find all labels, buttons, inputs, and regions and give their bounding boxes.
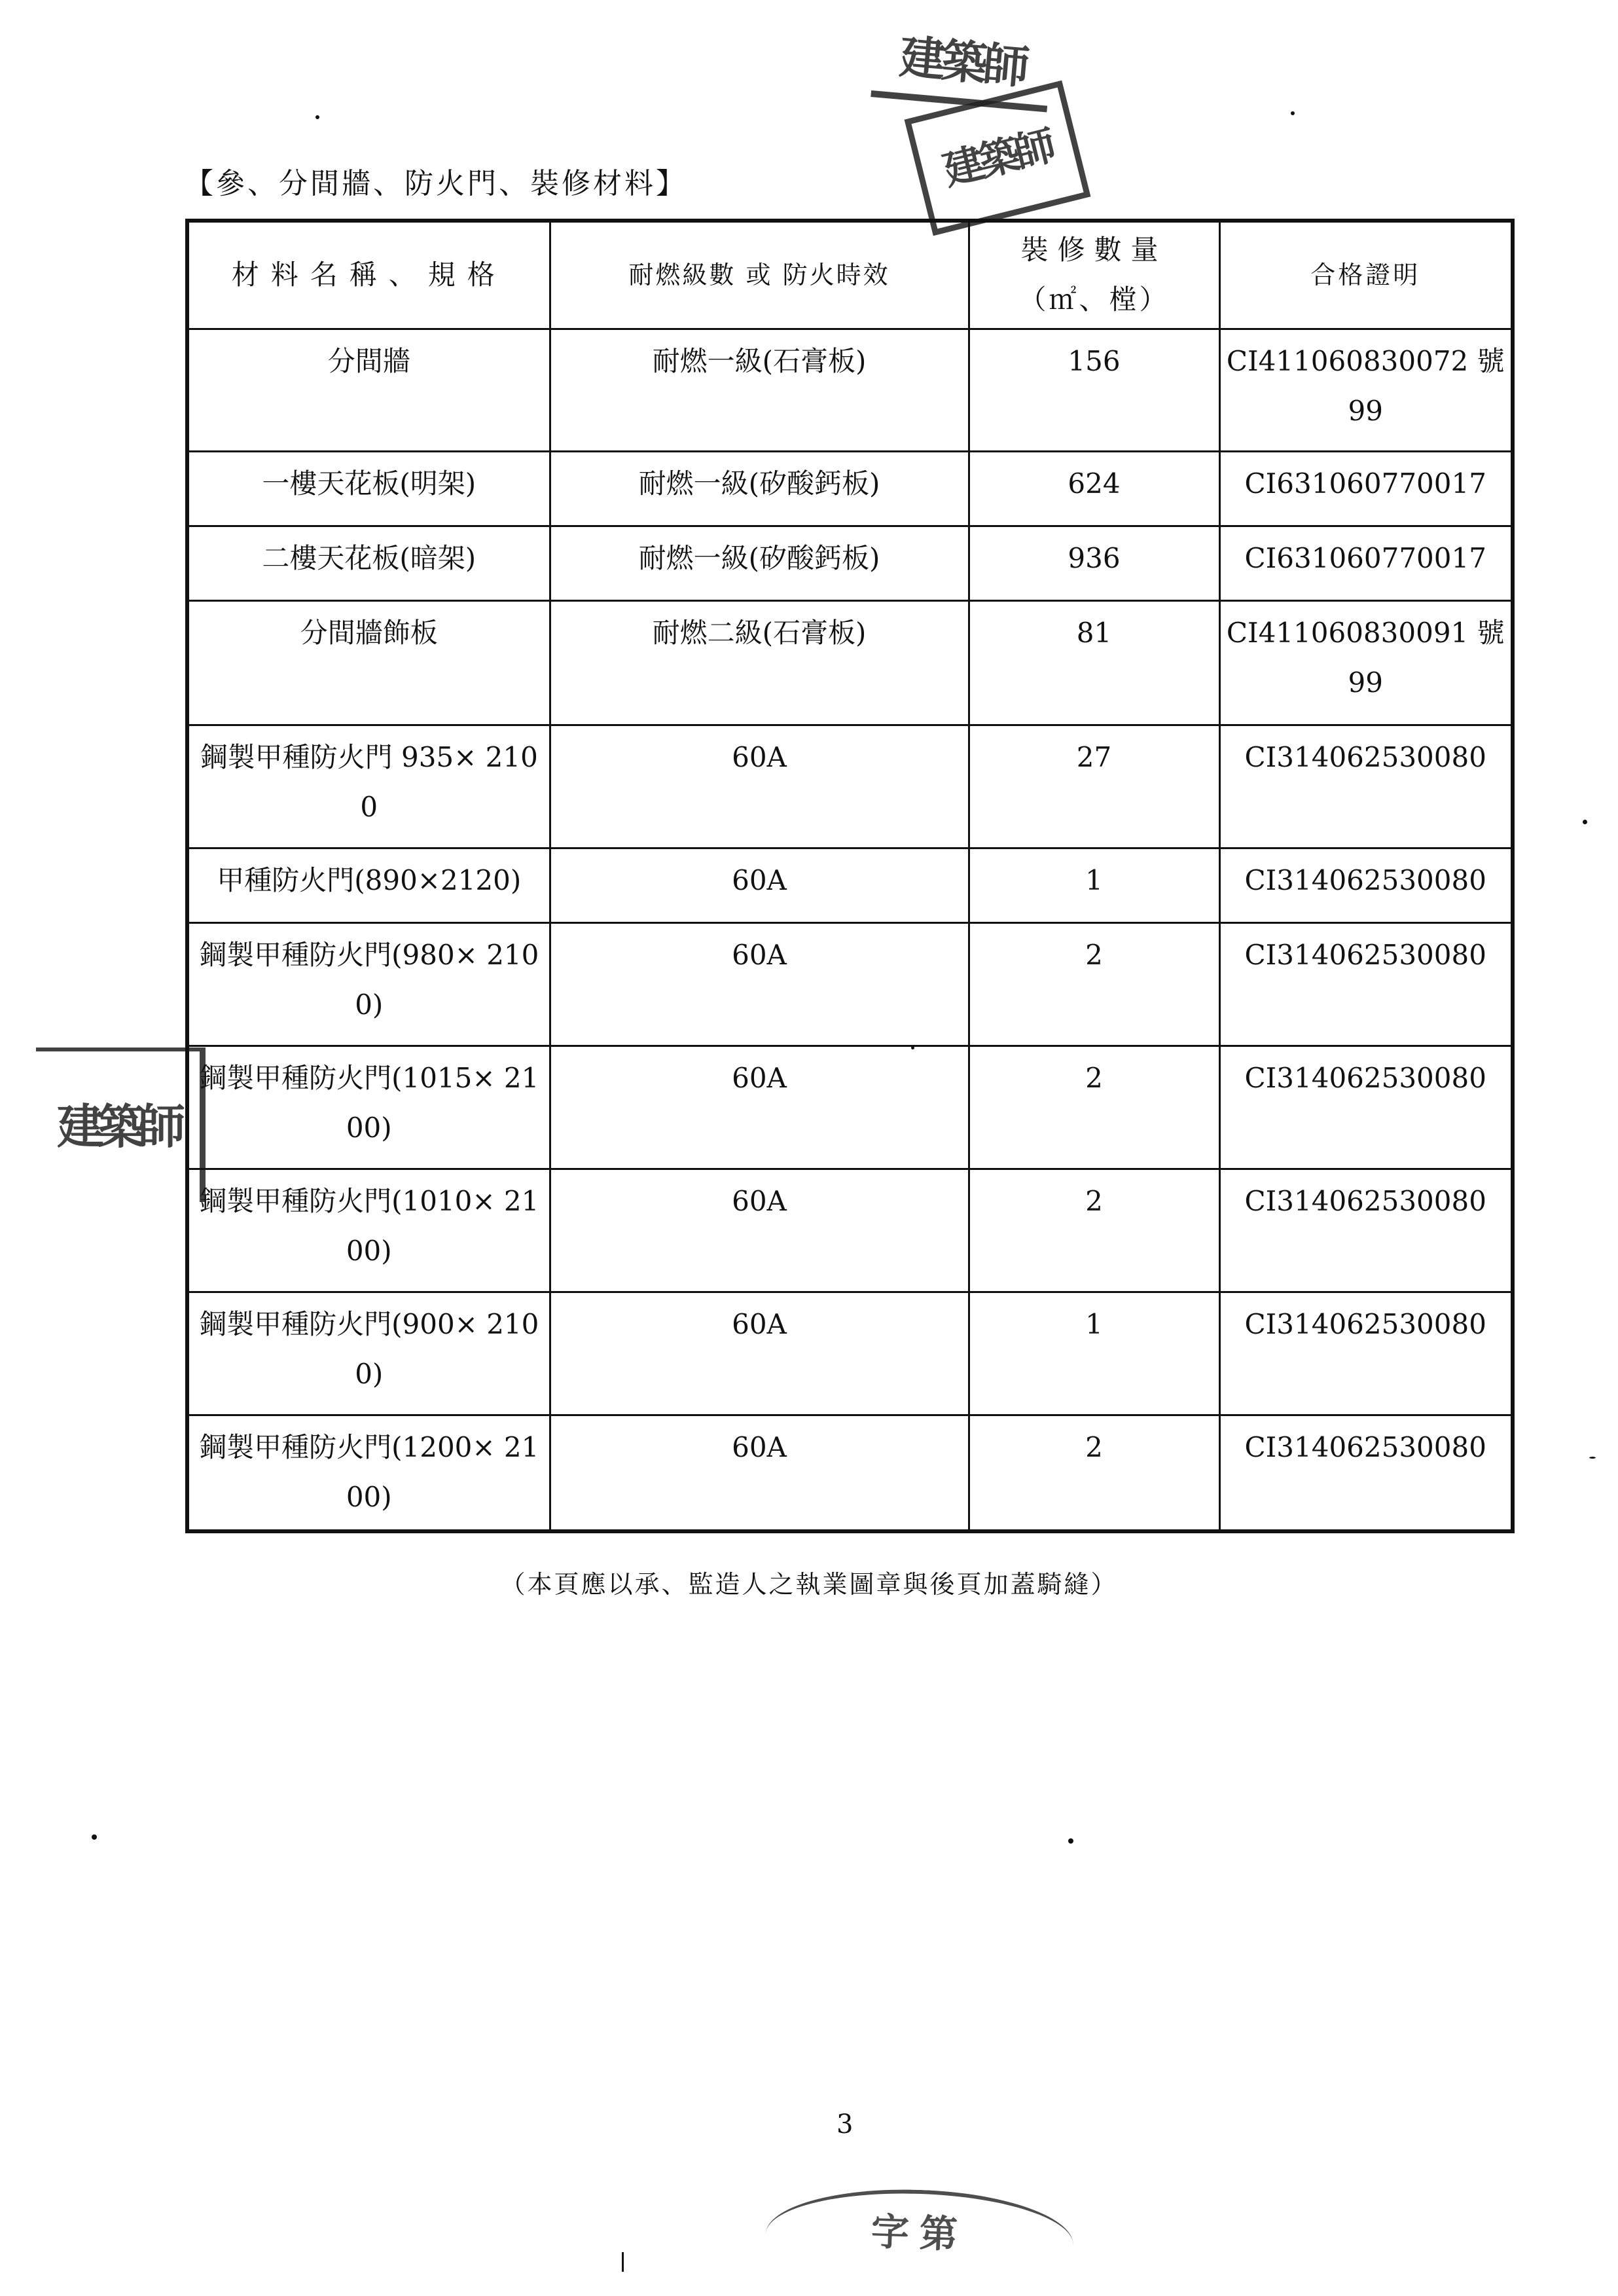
- cell-certificate: CI411060830072 號 99: [1219, 329, 1513, 451]
- scan-speck: [315, 115, 319, 119]
- table-row: [187, 451, 1513, 526]
- cell-fire-rating: 60A: [550, 1292, 969, 1415]
- cell-fire-rating: 60A: [550, 1415, 969, 1531]
- header-material-name: 材料名稱、規格: [187, 221, 550, 329]
- cell-quantity: 936: [969, 526, 1219, 600]
- cell-quantity: 2: [969, 1046, 1219, 1169]
- architect-seal-top-lower: 建築師: [905, 81, 1091, 236]
- table-row: [187, 1292, 1513, 1415]
- cell-quantity: 2: [969, 922, 1219, 1046]
- cell-quantity: 2: [969, 1415, 1219, 1531]
- cell-fire-rating: 耐燃一級(矽酸鈣板): [550, 526, 969, 600]
- table-row: [187, 1046, 1513, 1169]
- cell-quantity: 156: [969, 329, 1219, 451]
- cell-material-name: 二樓天花板(暗架): [187, 526, 550, 600]
- cell-fire-rating: 60A: [550, 922, 969, 1046]
- scan-speck: [1068, 1838, 1073, 1844]
- table-row: [187, 1169, 1513, 1292]
- cell-certificate: CI314062530080: [1219, 922, 1513, 1046]
- cell-material-name: 一樓天花板(明架): [187, 451, 550, 526]
- cell-quantity: 1: [969, 1292, 1219, 1415]
- header-quantity-line2: （㎡、樘）: [1018, 283, 1170, 316]
- scan-speck: [92, 1834, 97, 1840]
- cell-certificate: CI314062530080: [1219, 1046, 1513, 1169]
- page-number: 3: [836, 2109, 854, 2140]
- cell-fire-rating: 耐燃二級(石膏板): [550, 600, 969, 725]
- cell-certificate: CI411060830091 號 99: [1219, 600, 1513, 725]
- architect-seal-left: 建築師: [36, 1048, 206, 1202]
- cell-quantity: 624: [969, 451, 1219, 526]
- architect-seal-top: 建築師: [871, 18, 1053, 112]
- table-header-row: [187, 221, 1513, 329]
- table-row: [187, 922, 1513, 1046]
- cell-quantity: 27: [969, 725, 1219, 848]
- cell-fire-rating: 60A: [550, 1169, 969, 1292]
- cell-certificate: CI314062530080: [1219, 1415, 1513, 1531]
- scan-speck: [911, 1046, 914, 1049]
- cell-quantity: 2: [969, 1169, 1219, 1292]
- cell-fire-rating: 60A: [550, 848, 969, 922]
- table-row: [187, 600, 1513, 725]
- cell-quantity: 81: [969, 600, 1219, 725]
- cell-certificate: CI631060770017: [1219, 526, 1513, 600]
- scan-speck: [622, 2252, 624, 2272]
- cell-material-name: 甲種防火門(890×2120): [187, 848, 550, 922]
- materials-table: [185, 219, 1515, 1533]
- cell-certificate: CI314062530080: [1219, 1292, 1513, 1415]
- cell-fire-rating: 60A: [550, 1046, 969, 1169]
- cell-material-name: 鋼製甲種防火門(980× 2100): [187, 922, 550, 1046]
- table-row: [187, 1415, 1513, 1531]
- table-row: [187, 329, 1513, 451]
- table-row: [187, 526, 1513, 600]
- header-quantity-line1: 裝修數量: [1020, 234, 1168, 266]
- header-fire-rating: 耐燃級數 或 防火時效: [550, 221, 969, 329]
- cell-material-name: 鋼製甲種防火門(1200× 2100): [187, 1415, 550, 1531]
- header-certificate: 合格證明: [1219, 221, 1513, 329]
- cell-material-name: 鋼製甲種防火門(1015× 2100): [187, 1046, 550, 1169]
- cell-material-name: 鋼製甲種防火門 935× 2100: [187, 725, 550, 848]
- cell-material-name: 分間牆飾板: [187, 600, 550, 725]
- scan-speck: [1583, 820, 1587, 824]
- section-title: 【參、分間牆、防火門、裝修材料】: [185, 167, 687, 200]
- table-row: [187, 725, 1513, 848]
- cell-material-name: 鋼製甲種防火門(1010× 2100): [187, 1169, 550, 1292]
- scan-speck: [1291, 111, 1295, 115]
- cell-fire-rating: 60A: [550, 725, 969, 848]
- cell-fire-rating: 耐燃一級(石膏板): [550, 329, 969, 451]
- seal-instruction-note: （本頁應以承、監造人之執業圖章與後頁加蓋騎縫）: [500, 1570, 1118, 1599]
- cell-material-name: 分間牆: [187, 329, 550, 451]
- cell-fire-rating: 耐燃一級(矽酸鈣板): [550, 451, 969, 526]
- cell-certificate: CI314062530080: [1219, 725, 1513, 848]
- cell-material-name: 鋼製甲種防火門(900× 2100): [187, 1292, 550, 1415]
- architect-seal-bottom: 字第: [764, 2185, 1075, 2278]
- table-row: [187, 848, 1513, 922]
- cell-quantity: 1: [969, 848, 1219, 922]
- cell-certificate: CI314062530080: [1219, 1169, 1513, 1292]
- header-quantity: [969, 221, 1219, 329]
- scan-speck: [1589, 1457, 1596, 1459]
- cell-certificate: CI314062530080: [1219, 848, 1513, 922]
- cell-certificate: CI631060770017: [1219, 451, 1513, 526]
